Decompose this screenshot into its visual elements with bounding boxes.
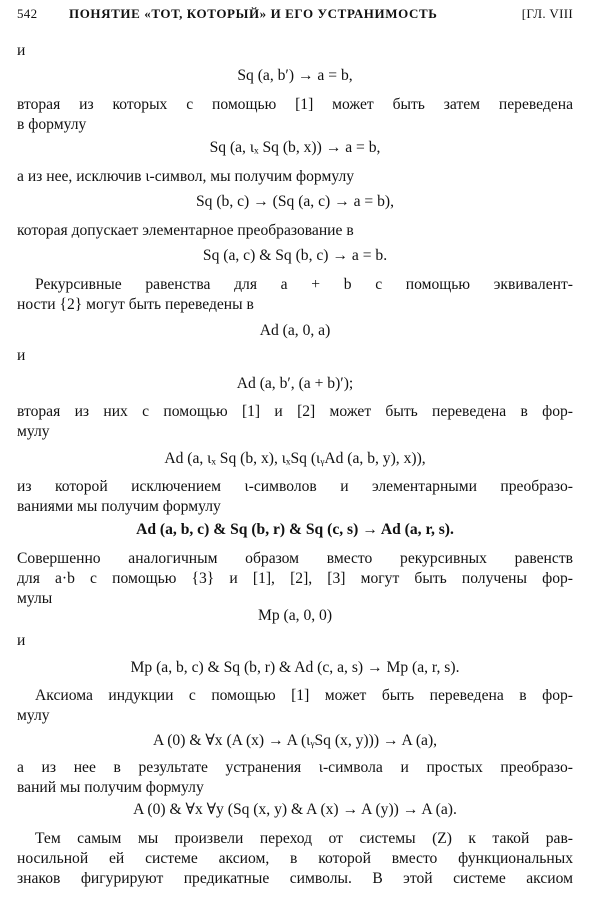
text-line: а из нее в результате устранения ι-символа и простых преобразо-: [17, 759, 573, 776]
text-line: и: [17, 632, 26, 649]
formula-line: Ad (a, 0, a): [259, 322, 331, 339]
text-line: Рекурсивные равенства для a + b с помощью эквивалент-: [35, 276, 573, 293]
text-line: мулу: [17, 707, 50, 724]
text-line: и: [17, 42, 26, 59]
text-line: в формулу: [17, 116, 87, 133]
formula-line: Ad (a, ιₓ Sq (b, x), ιₓSq (ιᵧAd (a, b, y), x)),: [164, 450, 426, 467]
text-line: и: [17, 347, 26, 364]
text-line: ваниями мы получим формулу: [17, 498, 221, 515]
running-header: [17, 6, 573, 24]
text-line: Совершенно аналогичным образом вместо рекурсивных равенств: [17, 550, 573, 567]
text-line: мулу: [17, 423, 50, 440]
text-line: из которой исключением ι-символов и элементарными преобразо-: [17, 478, 573, 495]
running-title: ПОНЯТИЕ «ТОТ, КОТОРЫЙ» И ЕГО УСТРАНИМОСТЬ: [69, 6, 438, 21]
formula-line: Mp (a, 0, 0): [257, 607, 333, 624]
text-line: а из нее, исключив ι-символ, мы получим формулу: [17, 168, 355, 185]
text-line: носильной ей системе аксиом, в которой вместо функциональных: [17, 850, 573, 867]
text-line: вторая из них с помощью [1] и [2] может быть переведена в фор-: [17, 403, 573, 420]
formula-line: Mp (a, b, c) & Sq (b, r) & Ad (c, a, s) → Mp (a, r, s).: [130, 659, 460, 676]
formula-line: A (0) & ∀x ∀y (Sq (x, y) & A (x) → A (y)) → A (a).: [133, 801, 457, 818]
formula-line: Sq (b, c) → (Sq (a, c) → a = b),: [195, 193, 395, 210]
text-line: знаков фигурируют предикатные символы. В этой системе аксиом: [17, 870, 573, 887]
chapter-label: [ГЛ. VIII: [521, 6, 573, 21]
formula-line: Sq (a, c) & Sq (b, c) → a = b.: [202, 247, 388, 264]
page-number: 542: [17, 6, 38, 21]
text-line: для a·b с помощью {3} и [1], [2], [3] могут быть получены фор-: [17, 570, 573, 587]
text-line: мулы: [17, 590, 53, 607]
formula-line: Sq (a, b′) → a = b,: [237, 67, 353, 84]
formula-line: Ad (a, b, c) & Sq (b, r) & Sq (c, s) → Ad (a, r, s).: [136, 521, 454, 538]
text-line: ности {2} могут быть переведены в: [17, 296, 254, 313]
formula-line: Sq (a, ιₓ Sq (b, x)) → a = b,: [209, 139, 381, 156]
text-line: ваний мы получим формулу: [17, 779, 204, 796]
text-line: Тем самым мы произвели переход от системы (Z) к такой рав-: [35, 830, 573, 847]
text-line: Аксиома индукции с помощью [1] может быть переведена в фор-: [35, 687, 573, 704]
text-line: которая допускает элементарное преобразование в: [17, 222, 354, 239]
formula-line: Ad (a, b′, (a + b)′);: [236, 375, 354, 392]
formula-line: A (0) & ∀x (A (x) → A (ιᵧSq (x, y))) → A (a),: [152, 732, 438, 749]
text-line: вторая из которых с помощью [1] может быть затем переведена: [17, 96, 573, 113]
